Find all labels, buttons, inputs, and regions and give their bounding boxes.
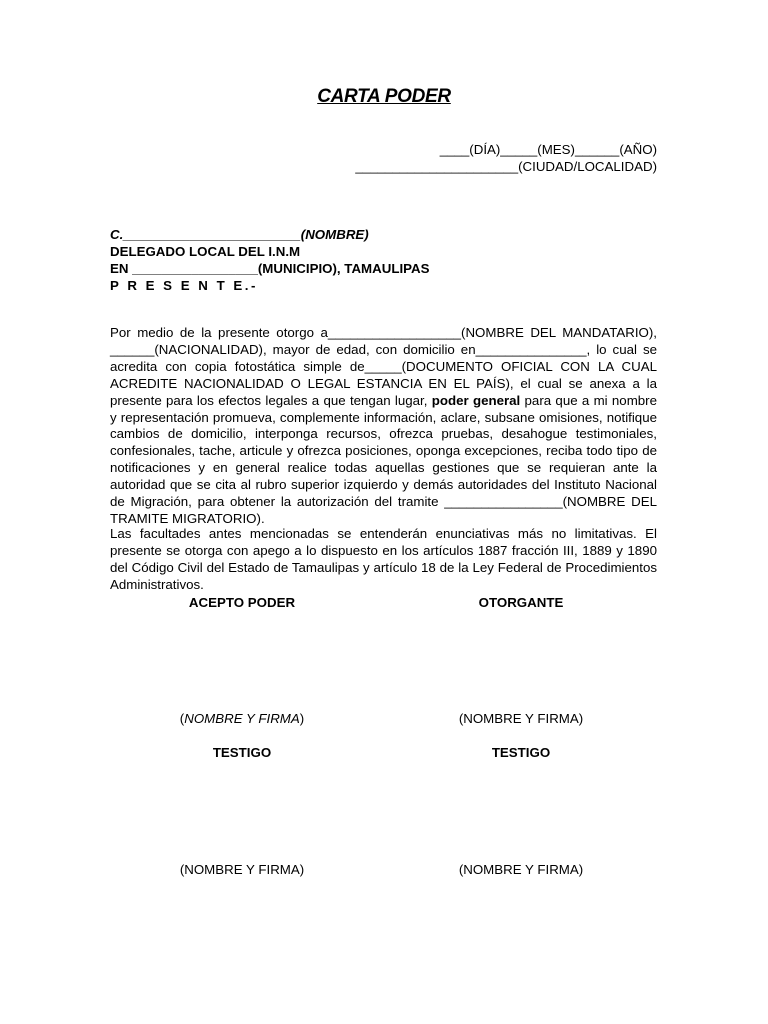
witness-1-heading: TESTIGO xyxy=(212,745,272,760)
accept-power-heading: ACEPTO PODER xyxy=(188,595,296,610)
document-title: CARTA PODER xyxy=(317,86,451,107)
poder-general-bold: poder general xyxy=(431,392,521,408)
accept-name-open-paren: ( xyxy=(179,711,185,726)
paragraph-1-part-2: para que a mi nombre y representación promueva, complemente información, aclare, subsane omisiones, notifique cambios de domicilio, interponga recursos, ofrezca pruebas, desahogue testimoniales, confesionales, tache, articule y ofrezca posiciones, oponga excepciones, reciba todo tipo de notificaciones y en general realice todas aquellas gestiones que se requieran ante la autoridad que se cita al rubro superior izquierdo y demás autoridades del Instituto Nacional de Migración, para obtener la autorización del tramite ________________(NOMBRE DEL TRAMITE MIGRATORIO). xyxy=(110,392,657,526)
grantor-heading: OTORGANTE xyxy=(478,595,564,610)
date-line: ____(DÍA)_____(MES)______(AÑO) xyxy=(439,142,657,157)
date-place-block xyxy=(355,141,657,175)
place-line: ______________________(CIUDAD/LOCALIDAD) xyxy=(355,159,657,174)
body-paragraph-2: Las facultades antes mencionadas se entenderán enunciativas más no limitativas. El presente se otorga con apego a lo dispuesto en los artículos 1887 fracción III, 1889 y 1890 del Código Civil del Estado de Tamaulipas y artículo 18 de la Ley Federal de Procedimientos Administrativos. xyxy=(110,526,657,592)
paragraph-1-part-1: Por medio de la presente otorgo a__________________(NOMBRE DEL MANDATARIO), ______(NACIONALIDAD), mayor de edad, con domicilio en_______________, lo cual se acredita con copia fotostática simple de_____(DOCUMENTO OFICIAL CON LA CUAL ACREDITE NACIONALIDAD O LEGAL ESTANCIA EN EL PAÍS), el cual se anexa a la presente para los efectos legales a que tengan lugar, xyxy=(110,325,657,408)
witness-2-heading: TESTIGO xyxy=(491,745,551,760)
addressee-present-line: P R E S E N T E.- xyxy=(110,278,258,293)
grantor-name-signature: (NOMBRE Y FIRMA) xyxy=(458,711,584,726)
addressee-name-line: C.________________________(NOMBRE) xyxy=(110,227,369,242)
body-paragraph-1 xyxy=(110,325,657,528)
addressee-title-line: DELEGADO LOCAL DEL I.N.M xyxy=(110,244,301,259)
accept-name-close-paren: ) xyxy=(299,711,305,726)
addressee-municipality-line: EN _________________(MUNICIPIO), TAMAULIPAS xyxy=(110,261,430,276)
accept-name-signature xyxy=(112,711,372,726)
addressee-block xyxy=(110,226,430,294)
witness-2-name-signature: (NOMBRE Y FIRMA) xyxy=(458,862,584,877)
witness-1-name-signature: (NOMBRE Y FIRMA) xyxy=(179,862,305,877)
accept-name-text: NOMBRE Y FIRMA xyxy=(184,711,300,726)
